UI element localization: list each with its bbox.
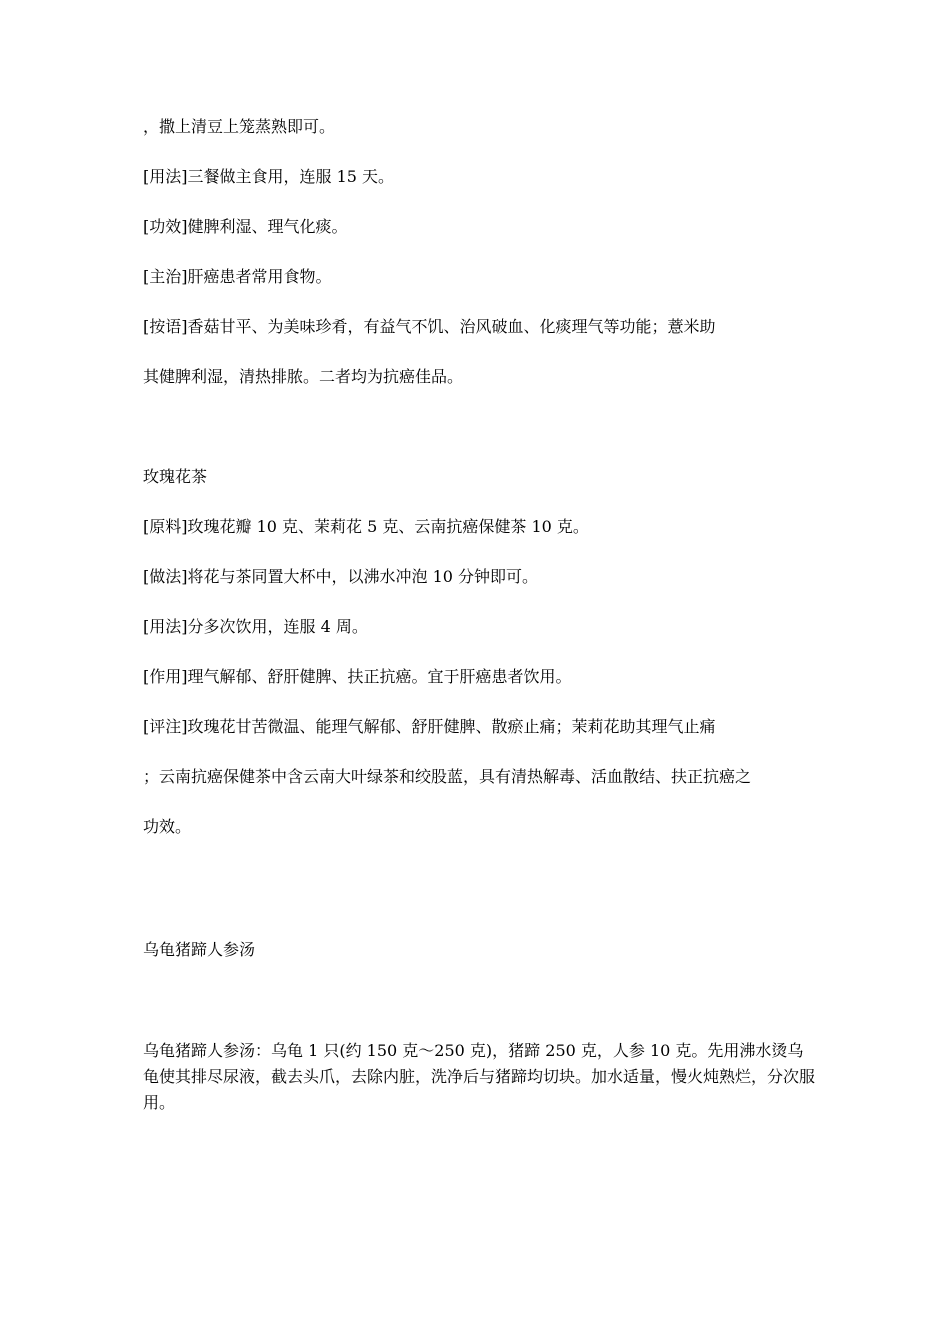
- recipe-step-continuation: ，撒上清豆上笼蒸熟即可。: [143, 117, 336, 136]
- ingredients-line: [原料]玫瑰花瓣 10 克、茉莉花 5 克、云南抗癌保健茶 10 克。: [143, 517, 589, 536]
- comment-line-3: 功效。: [143, 817, 192, 836]
- comment-line-1: [评注]玫瑰花甘苦微温、能理气解郁、舒肝健脾、散瘀止痛；茉莉花助其理气止痛: [143, 717, 716, 736]
- recipe-body-paragraph: 乌龟猪蹄人参汤：乌龟 1 只(约 150 克～250 克)，猪蹄 250 克，人参 10 克。先用沸水烫乌龟使其排尽尿液，截去头爪，去除内脏，洗净后与猪蹄均切块。加水适量，慢火炖熟烂，分次服用。: [143, 1041, 816, 1112]
- function-line: [作用]理气解郁、舒肝健脾、扶正抗癌。宜于肝癌患者饮用。: [143, 667, 572, 686]
- method-line: [做法]将花与茶同置大杯中，以沸水冲泡 10 分钟即可。: [143, 567, 539, 586]
- indication-line: [主治]肝癌患者常用食物。: [143, 267, 332, 286]
- note-line-1: [按语]香菇甘平、为美味珍肴，有益气不饥、治风破血、化痰理气等功能；薏米助: [143, 317, 716, 336]
- recipe-title-turtle-soup: 乌龟猪蹄人参汤: [143, 940, 256, 959]
- recipe-title-rose-tea: 玫瑰花茶: [143, 467, 208, 486]
- effect-line: [功效]健脾利湿、理气化痰。: [143, 217, 348, 236]
- note-line-2: 其健脾利湿，清热排脓。二者均为抗癌佳品。: [143, 367, 464, 386]
- usage-line: [用法]三餐做主食用，连服 15 天。: [143, 167, 395, 186]
- comment-line-2: ；云南抗癌保健茶中含云南大叶绿茶和绞股蓝，具有清热解毒、活血散结、扶正抗癌之: [143, 767, 752, 786]
- usage-line: [用法]分多次饮用，连服 4 周。: [143, 617, 368, 636]
